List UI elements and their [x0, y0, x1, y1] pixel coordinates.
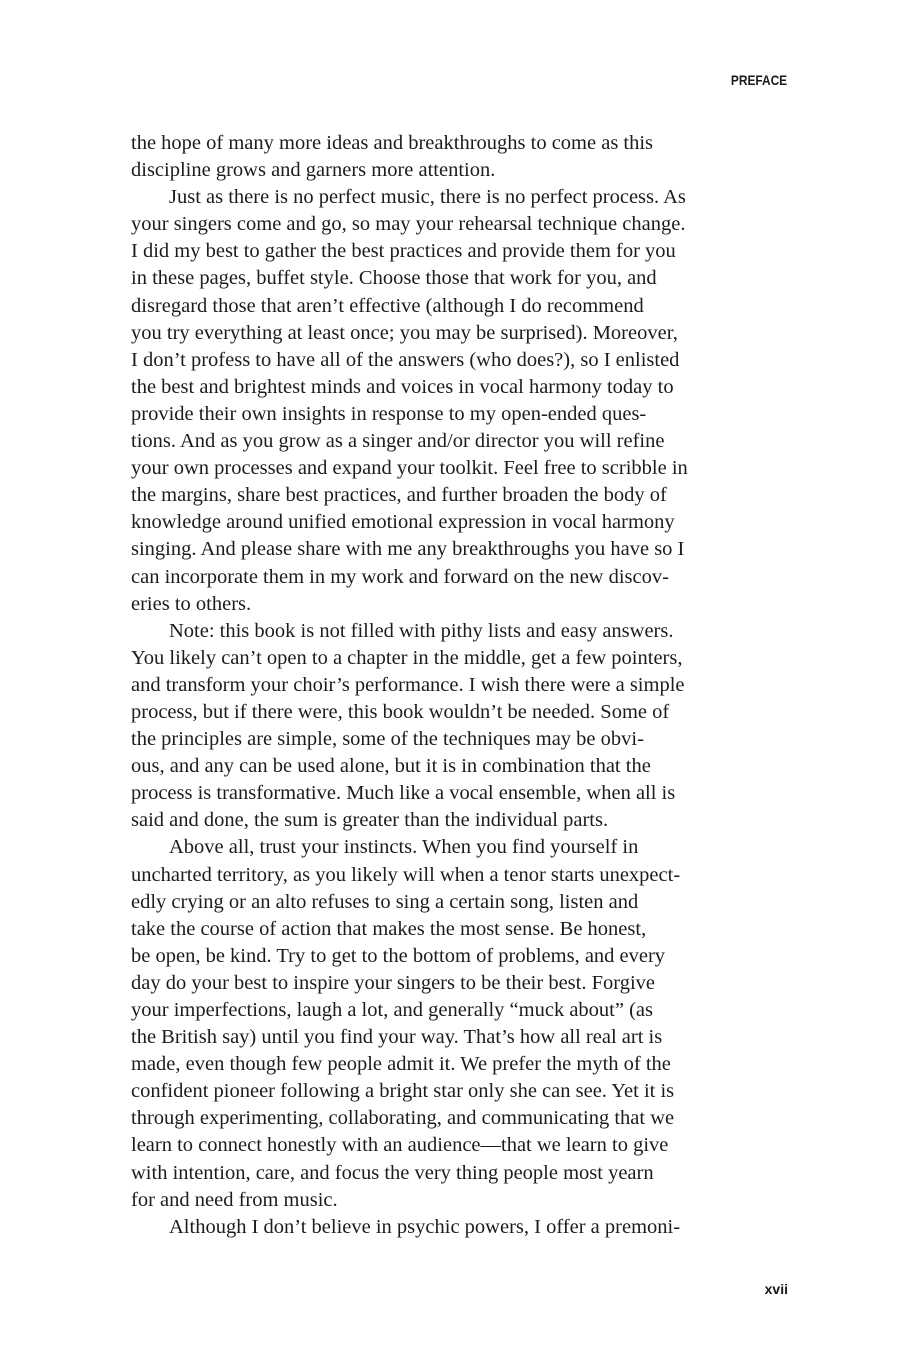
text-line: with intention, care, and focus the very thing people most yearn — [131, 1161, 654, 1184]
text-line: and transform your choir’s performance. I wish there were a simple — [131, 673, 685, 696]
text-line: uncharted territory, as you likely will when a tenor starts unexpect- — [131, 863, 681, 886]
text-line: Although I don’t believe in psychic powers, I offer a premoni- — [169, 1215, 681, 1238]
text-line: knowledge around unified emotional expression in vocal harmony — [131, 511, 675, 534]
text-line: learn to connect honestly with an audience—that we learn to give — [131, 1134, 669, 1157]
page-number: xvii — [764, 1281, 788, 1297]
text-line: day do your best to inspire your singers to be their best. Forgive — [131, 971, 656, 994]
paragraph — [131, 1214, 791, 1241]
text-line: said and done, the sum is greater than the individual parts. — [131, 809, 609, 832]
text-line: discipline grows and garners more attention. — [131, 159, 496, 182]
text-line: the principles are simple, some of the techniques may be obvi- — [131, 728, 644, 751]
text-line: through experimenting, collaborating, and communicating that we — [131, 1107, 675, 1130]
paragraph — [131, 130, 791, 184]
text-line: ous, and any can be used alone, but it is in combination that the — [131, 755, 651, 778]
text-line: take the course of action that makes the most sense. Be honest, — [131, 917, 647, 940]
text-line: disregard those that aren’t effective (although I do recommend — [131, 294, 644, 317]
text-line: the hope of many more ideas and breakthroughs to come as this — [131, 132, 654, 154]
paragraph — [131, 834, 791, 1213]
text-line: Above all, trust your instincts. When you find yourself in — [169, 836, 639, 859]
text-line: the best and brightest minds and voices in vocal harmony today to — [131, 375, 674, 398]
text-line: made, even though few people admit it. We prefer the myth of the — [131, 1053, 671, 1076]
text-line: You likely can’t open to a chapter in the middle, get a few pointers, — [131, 646, 683, 669]
text-line: Note: this book is not filled with pithy lists and easy answers. — [169, 619, 674, 642]
text-line: singing. And please share with me any breakthroughs you have so I — [131, 538, 685, 561]
text-line: your imperfections, laugh a lot, and generally “muck about” (as — [131, 999, 653, 1021]
running-head: PREFACE — [730, 72, 787, 88]
text-line: you try everything at least once; you may be surprised). Moreover, — [131, 321, 678, 344]
text-line: can incorporate them in my work and forward on the new discov- — [131, 565, 669, 588]
text-line: edly crying or an alto refuses to sing a certain song, listen and — [131, 890, 639, 913]
text-line: process, but if there were, this book wouldn’t be needed. Some of — [131, 700, 670, 723]
body-text — [131, 130, 791, 1241]
text-line: your singers come and go, so may your rehearsal technique change. — [131, 213, 686, 236]
text-line: your own processes and expand your toolkit. Feel free to scribble in — [131, 457, 688, 480]
text-line: process is transformative. Much like a vocal ensemble, when all is — [131, 782, 676, 805]
text-line: provide their own insights in response to my open-ended ques- — [131, 402, 647, 425]
text-line: the British say) until you find your way. That’s how all real art is — [131, 1026, 663, 1049]
paragraph — [131, 618, 791, 835]
text-line: I did my best to gather the best practices and provide them for you — [131, 240, 676, 263]
text-line: for and need from music. — [131, 1188, 338, 1211]
text-line: tions. And as you grow as a singer and/or director you will refine — [131, 430, 665, 453]
text-line: the margins, share best practices, and further broaden the body of — [131, 484, 667, 507]
text-line: confident pioneer following a bright star only she can see. Yet it is — [131, 1080, 675, 1103]
text-line: Just as there is no perfect music, there is no perfect process. As — [169, 186, 686, 209]
paragraph — [131, 184, 791, 618]
text-line: eries to others. — [131, 592, 252, 615]
text-line: be open, be kind. Try to get to the bottom of problems, and every — [131, 944, 666, 967]
text-line: in these pages, buffet style. Choose those that work for you, and — [131, 267, 657, 290]
text-line: I don’t profess to have all of the answers (who does?), so I enlisted — [131, 348, 680, 371]
